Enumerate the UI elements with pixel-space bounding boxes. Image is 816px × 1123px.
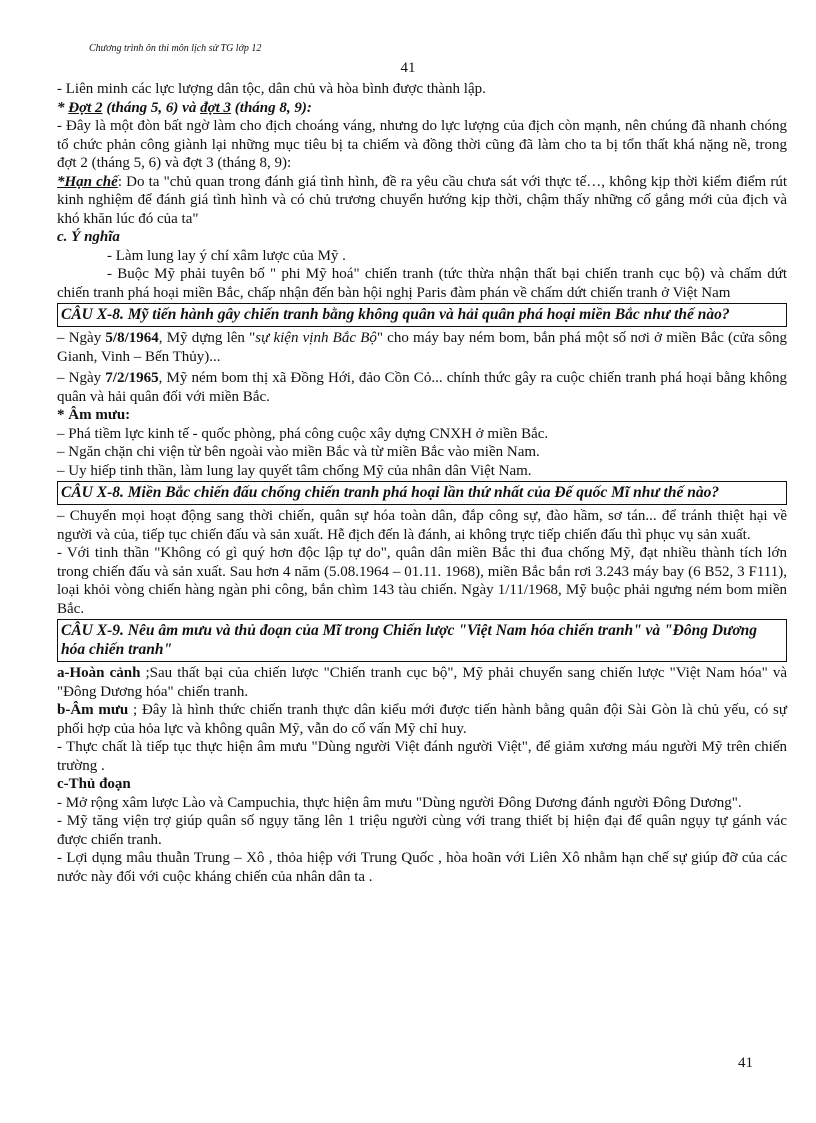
- page-number-top: 41: [400, 60, 416, 76]
- paragraph: - Thực chất là tiếp tục thực hiện âm mưu "Dùng người Việt đánh người Việt", để giảm xương máu người Mỹ trên chiến trường .: [57, 739, 787, 774]
- list-item: – Phá tiềm lực kinh tế - quốc phòng, phá công cuộc xây dựng CNXH ở miền Bắc.: [57, 425, 549, 442]
- paragraph: - Với tinh thần "Không có gì quý hơn độc lập tự do", quân dân miền Bắc thi đua chống Mỹ, đạt nhiều thành tích lớn trong chiến đấu và sản xuất. Sau hơn 4 năm (5.08.1964 – 01.11. 1968), miền Bắc bắn rơi 3.243 máy bay (6 B52, 3 F111), loại khỏi vòng chiến hàng ngàn phi công, bắn chìm 143 tàu chiến. Ngày 1/11/1968, Mỹ buộc phải ngưng ném bom miền Bắc.: [57, 545, 787, 617]
- section-heading-am-muu: * Âm mưu:: [57, 407, 131, 423]
- paragraph-hoan-canh: a-Hoàn cảnh ;Sau thất bại của chiến lược "Chiến tranh cục bộ", Mỹ phải chuyển sang chiến lược "Việt Nam hóa" và "Đông Dương hóa" chiến tranh.: [57, 665, 787, 700]
- list-item: - Buộc Mỹ phải tuyên bố " phi Mỹ hoá" chiến tranh (tức thừa nhận thất bại chiến tranh cục bộ) và chấm dứt chiến tranh phá hoại miền Bắc, chấp nhận đến bàn hội nghị Paris đàm phán về chấm dứt chiến tranh ở Việt Nam: [57, 266, 787, 301]
- page-content: [57, 80, 787, 886]
- list-item: – Ngăn chặn chi viện từ bên ngoài vào miền Bắc và từ miền Bắc vào miền Nam.: [57, 444, 540, 460]
- paragraph: – Chuyển mọi hoạt động sang thời chiến, quân sự hóa toàn dân, đắp công sự, đào hầm, sơ tán... để tránh thiệt hại về người và của, tiếp tục chiến đấu và sản xuất. Hễ địch đến là đánh, ai không trực tiếp chiến đấu thì phục vụ sản xuất.: [57, 508, 787, 543]
- question-box-3: CÂU X-9. Nêu âm mưu và thủ đoạn của Mĩ trong Chiến lược "Việt Nam hóa chiến tranh" và "Đông Dương hóa chiến tranh": [57, 619, 787, 662]
- paragraph: - Liên minh các lực lượng dân tộc, dân chủ và hòa bình được thành lập.: [57, 81, 486, 97]
- paragraph: – Ngày 5/8/1964, Mỹ dựng lên "sự kiện vịnh Bắc Bộ" cho máy bay ném bom, bắn phá một số nơi ở miền Bắc (cửa sông Gianh, Vinh – Bến Thủy)...: [57, 330, 788, 365]
- question-box-1: CÂU X-8. Mỹ tiến hành gây chiến tranh bằng không quân và hải quân phá hoại miền Bắc như thế nào?: [57, 303, 787, 327]
- section-heading-dot: * Đợt 2 (tháng 5, 6) và đợt 3 (tháng 8, 9):: [57, 99, 312, 116]
- list-item: - Mở rộng xâm lược Lào và Campuchia, thực hiện âm mưu "Dùng người Đông Dương đánh người Đông Dương".: [57, 794, 742, 811]
- paragraph: – Ngày 7/2/1965, Mỹ ném bom thị xã Đồng Hới, đảo Cồn Cỏ... chính thức gây ra cuộc chiến tranh phá hoại bằng không quân và hải quân đối với miền Bắc.: [57, 370, 787, 405]
- paragraph: - Đây là một đòn bất ngờ làm cho địch choáng váng, nhưng do lực lượng của địch còn mạnh, nên chúng đã nhanh chóng tổ chức phản công giành lại những mục tiêu bị ta chiếm và đồng thời cũng đã làm cho ta bị tổn thất khá nặng nề, trong đợt 2 (tháng 5, 6) và đợt 3 (tháng 8, 9):: [57, 118, 787, 171]
- question-box-2: CÂU X-8. Miền Bắc chiến đấu chống chiến tranh phá hoại lần thứ nhất của Đế quốc Mĩ như thế nào?: [57, 481, 787, 505]
- list-item: - Làm lung lay ý chí xâm lược của Mỹ .: [107, 247, 346, 264]
- paragraph-han-che: *Hạn chế: Do ta "chủ quan trong đánh giá tình hình, đề ra yêu cầu chưa sát với thực tế…, không kịp thời kiểm điểm rút kinh nghiệm để đánh giá tình hình và có chủ trương chuyển hướng kịp thời, chậm thấy những cố gắng mới của địch và khó khăn lúc đó của ta": [57, 173, 787, 227]
- list-item: - Lợi dụng mâu thuẫn Trung – Xô , thỏa hiệp với Trung Quốc , hòa hoãn với Liên Xô nhằm hạn chế sự giúp đỡ của các nước này đối với cuộc kháng chiến của nhân dân ta .: [57, 850, 787, 885]
- list-item: - Mỹ tăng viện trợ giúp quân số ngụy tăng lên 1 triệu người cùng với trang thiết bị hiện đại để quân ngụy tự gánh vác được chiến tranh.: [57, 813, 787, 848]
- page-number-bottom: 41: [738, 1055, 753, 1071]
- list-item: – Uy hiếp tinh thần, làm lung lay quyết tâm chống Mỹ của nhân dân Việt Nam.: [57, 462, 532, 479]
- paragraph-am-muu: b-Âm mưu ; Đây là hình thức chiến tranh thực dân kiểu mới được tiến hành bằng quân đội Sài Gòn là chủ yếu, có sự phối hợp của hỏa lực và không quân Mỹ, vẫn do cố vấn Mỹ chỉ huy.: [57, 702, 787, 737]
- running-header: Chương trình ôn thi môn lịch sử TG lớp 12: [89, 43, 262, 54]
- section-heading-thu-doan: c-Thủ đoạn: [57, 776, 131, 792]
- section-heading-y-nghia: c. Ý nghĩa: [57, 229, 120, 245]
